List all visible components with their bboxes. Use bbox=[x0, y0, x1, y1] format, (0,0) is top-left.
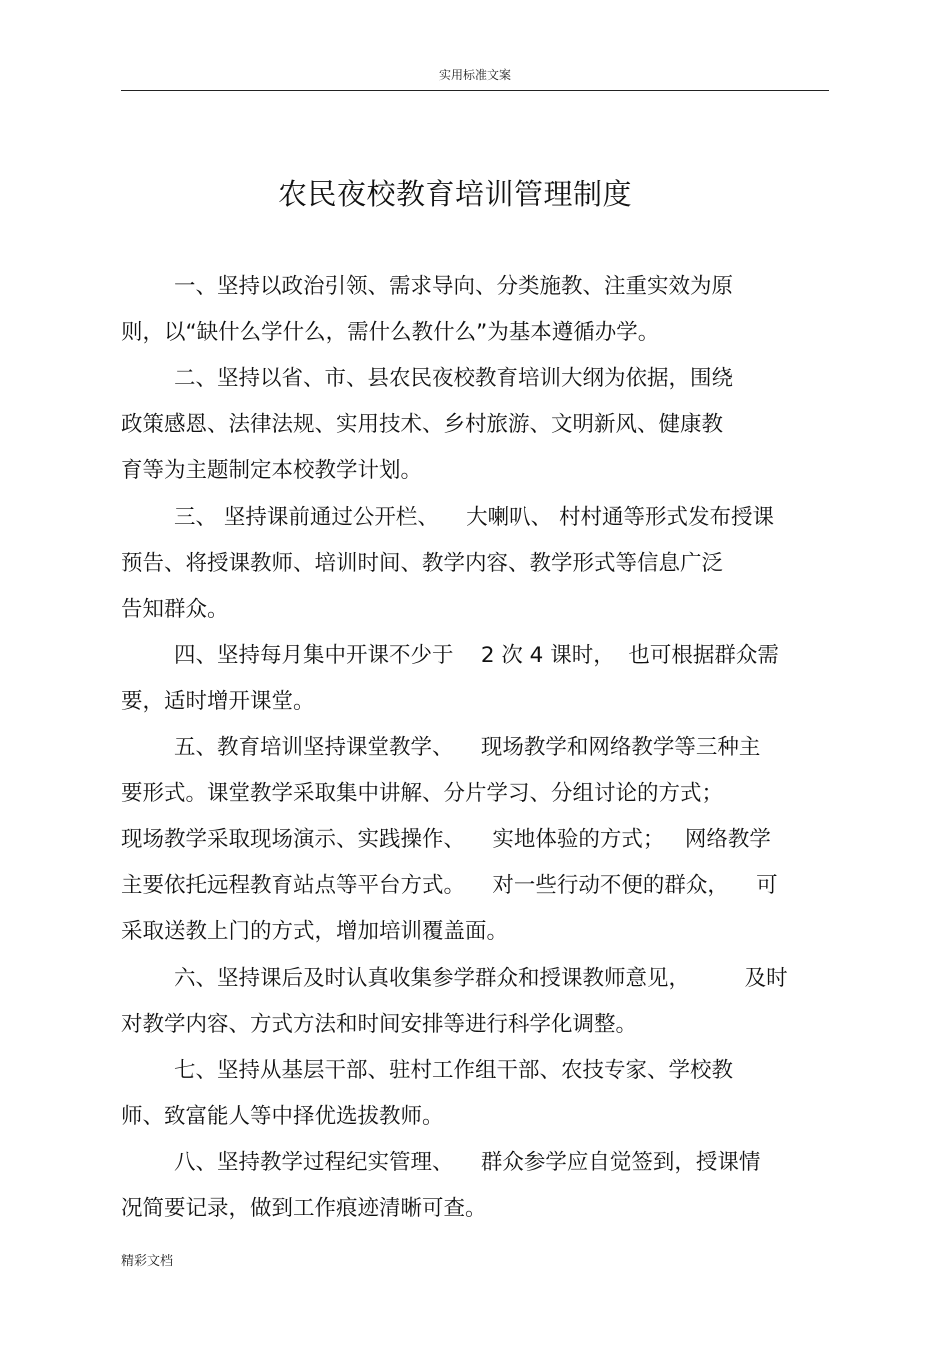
paragraph-line: 三、 坚持课前通过公开栏、 大喇叭、 村村通等形式发布授课 bbox=[174, 505, 775, 530]
paragraph-line: 五、教育培训坚持课堂教学、 现场教学和网络教学等三种主 bbox=[174, 735, 761, 760]
header-divider bbox=[121, 90, 829, 91]
paragraph-line: 育等为主题制定本校教学计划。 bbox=[121, 458, 423, 483]
paragraph-line: 四、坚持每月集中开课不少于 2 次 4 课时， 也可根据群众需 bbox=[174, 643, 779, 668]
paragraph-line: 政策感恩、法律法规、实用技术、乡村旅游、文明新风、健康教 bbox=[121, 412, 724, 437]
paragraph-line: 二、坚持以省、市、县农民夜校教育培训大纲为依据，围绕 bbox=[174, 366, 734, 391]
paragraph-line: 采取送教上门的方式，增加培训覆盖面。 bbox=[121, 919, 509, 944]
paragraph-line: 要，适时增开课堂。 bbox=[121, 689, 315, 714]
paragraph-line: 师、致富能人等中择优选拔教师。 bbox=[121, 1104, 444, 1129]
paragraph-line: 七、坚持从基层干部、驻村工作组干部、农技专家、学校教 bbox=[174, 1058, 734, 1083]
paragraph-line: 要形式。课堂教学采取集中讲解、分片学习、分组讨论的方式； bbox=[121, 781, 724, 806]
page-header: 实用标准文案 bbox=[438, 68, 511, 82]
paragraph-line: 对教学内容、方式方法和时间安排等进行科学化调整。 bbox=[121, 1012, 638, 1037]
document-title: 农民夜校教育培训管理制度 bbox=[277, 177, 632, 211]
paragraph-line: 则，以“缺什么学什么，需什么教什么”为基本遵循办学。 bbox=[121, 320, 660, 345]
paragraph-line: 一、坚持以政治引领、需求导向、分类施教、注重实效为原 bbox=[174, 274, 734, 299]
paragraph-line: 告知群众。 bbox=[121, 597, 229, 622]
page-footer: 精彩文档 bbox=[121, 1254, 174, 1269]
paragraph-line: 况简要记录，做到工作痕迹清晰可查。 bbox=[121, 1196, 487, 1221]
paragraph-line: 六、坚持课后及时认真收集参学群众和授课教师意见， 及时 bbox=[174, 966, 788, 991]
paragraph-line: 现场教学采取现场演示、实践操作、 实地体验的方式； 网络教学 bbox=[121, 827, 771, 852]
paragraph-line: 八、坚持教学过程纪实管理、 群众参学应自觉签到，授课情 bbox=[174, 1150, 761, 1175]
paragraph-line: 预告、将授课教师、培训时间、教学内容、教学形式等信息广泛 bbox=[121, 551, 724, 576]
paragraph-line: 主要依托远程教育站点等平台方式。 对一些行动不便的群众， 可 bbox=[121, 873, 778, 898]
